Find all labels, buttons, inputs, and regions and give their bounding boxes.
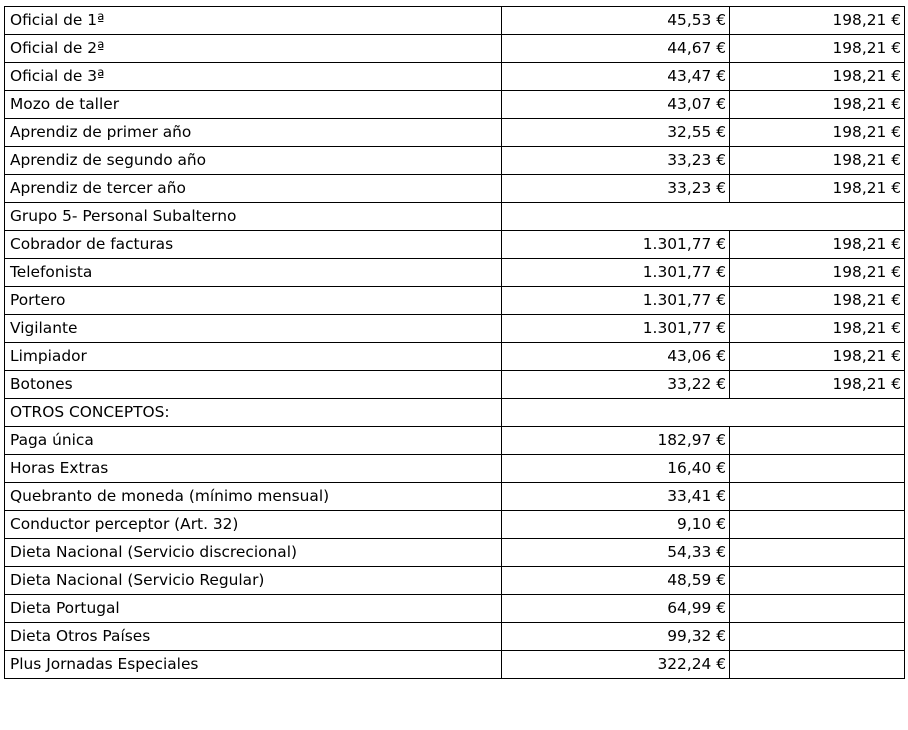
table-row <box>5 651 905 679</box>
group-heading-cell: Grupo 5- Personal Subalterno <box>5 203 502 231</box>
salary-table-section <box>4 6 904 679</box>
table-row <box>5 287 905 315</box>
table-row <box>5 343 905 371</box>
extra-cell: 198,21 € <box>730 147 905 175</box>
amount-cell: 16,40 € <box>502 455 730 483</box>
extra-cell <box>730 427 905 455</box>
amount-cell: 43,07 € <box>502 91 730 119</box>
amount-cell: 32,55 € <box>502 119 730 147</box>
extra-cell <box>730 623 905 651</box>
extra-cell: 198,21 € <box>730 175 905 203</box>
concept-cell: Telefonista <box>5 259 502 287</box>
table-row <box>5 595 905 623</box>
table-row <box>5 455 905 483</box>
table-row <box>5 259 905 287</box>
concept-cell: Mozo de taller <box>5 91 502 119</box>
concept-cell: Dieta Nacional (Servicio Regular) <box>5 567 502 595</box>
concept-cell: Quebranto de moneda (mínimo mensual) <box>5 483 502 511</box>
concept-cell: Aprendiz de segundo año <box>5 147 502 175</box>
table-row <box>5 63 905 91</box>
amount-cell: 33,41 € <box>502 483 730 511</box>
extra-cell: 198,21 € <box>730 315 905 343</box>
table-row <box>5 539 905 567</box>
extra-cell <box>730 511 905 539</box>
amount-cell: 33,22 € <box>502 371 730 399</box>
amount-cell: 64,99 € <box>502 595 730 623</box>
extra-cell: 198,21 € <box>730 259 905 287</box>
table-row <box>5 91 905 119</box>
concept-cell: Oficial de 1ª <box>5 7 502 35</box>
amount-cell: 182,97 € <box>502 427 730 455</box>
extra-cell <box>730 595 905 623</box>
amount-cell: 99,32 € <box>502 623 730 651</box>
extra-cell: 198,21 € <box>730 35 905 63</box>
section-heading-row <box>5 399 905 427</box>
extra-cell <box>730 567 905 595</box>
concept-cell: Aprendiz de tercer año <box>5 175 502 203</box>
amount-cell: 33,23 € <box>502 147 730 175</box>
amount-cell: 9,10 € <box>502 511 730 539</box>
amount-cell: 43,06 € <box>502 343 730 371</box>
amount-cell: 1.301,77 € <box>502 287 730 315</box>
extra-cell <box>730 651 905 679</box>
concept-cell: Oficial de 3ª <box>5 63 502 91</box>
amount-cell: 44,67 € <box>502 35 730 63</box>
table-row <box>5 567 905 595</box>
extra-cell: 198,21 € <box>730 119 905 147</box>
empty-cell <box>502 399 905 427</box>
extra-cell: 198,21 € <box>730 343 905 371</box>
concept-cell: Aprendiz de primer año <box>5 119 502 147</box>
salary-table <box>4 6 905 679</box>
concept-cell: Paga única <box>5 427 502 455</box>
extra-cell: 198,21 € <box>730 287 905 315</box>
table-row <box>5 35 905 63</box>
amount-cell: 48,59 € <box>502 567 730 595</box>
extra-cell <box>730 455 905 483</box>
amount-cell: 43,47 € <box>502 63 730 91</box>
amount-cell: 1.301,77 € <box>502 231 730 259</box>
table-row <box>5 175 905 203</box>
extra-cell: 198,21 € <box>730 7 905 35</box>
table-row <box>5 147 905 175</box>
amount-cell: 322,24 € <box>502 651 730 679</box>
concept-cell: Conductor perceptor (Art. 32) <box>5 511 502 539</box>
concept-cell: Dieta Nacional (Servicio discrecional) <box>5 539 502 567</box>
concept-cell: Portero <box>5 287 502 315</box>
concept-cell: Horas Extras <box>5 455 502 483</box>
table-row <box>5 371 905 399</box>
concept-cell: Botones <box>5 371 502 399</box>
concept-cell: Cobrador de facturas <box>5 231 502 259</box>
amount-cell: 1.301,77 € <box>502 315 730 343</box>
group-heading-row <box>5 203 905 231</box>
concept-cell: Dieta Otros Países <box>5 623 502 651</box>
amount-cell: 1.301,77 € <box>502 259 730 287</box>
concept-cell: Vigilante <box>5 315 502 343</box>
extra-cell: 198,21 € <box>730 63 905 91</box>
table-row <box>5 483 905 511</box>
extra-cell: 198,21 € <box>730 231 905 259</box>
extra-cell: 198,21 € <box>730 371 905 399</box>
table-row <box>5 623 905 651</box>
table-row <box>5 315 905 343</box>
table-row <box>5 231 905 259</box>
concept-cell: Limpiador <box>5 343 502 371</box>
extra-cell: 198,21 € <box>730 91 905 119</box>
table-row <box>5 119 905 147</box>
concept-cell: Plus Jornadas Especiales <box>5 651 502 679</box>
extra-cell <box>730 539 905 567</box>
concept-cell: Oficial de 2ª <box>5 35 502 63</box>
extra-cell <box>730 483 905 511</box>
empty-cell <box>502 203 905 231</box>
amount-cell: 45,53 € <box>502 7 730 35</box>
table-row <box>5 511 905 539</box>
amount-cell: 54,33 € <box>502 539 730 567</box>
amount-cell: 33,23 € <box>502 175 730 203</box>
table-row <box>5 427 905 455</box>
table-row <box>5 7 905 35</box>
concept-cell: Dieta Portugal <box>5 595 502 623</box>
section-heading-cell: OTROS CONCEPTOS: <box>5 399 502 427</box>
